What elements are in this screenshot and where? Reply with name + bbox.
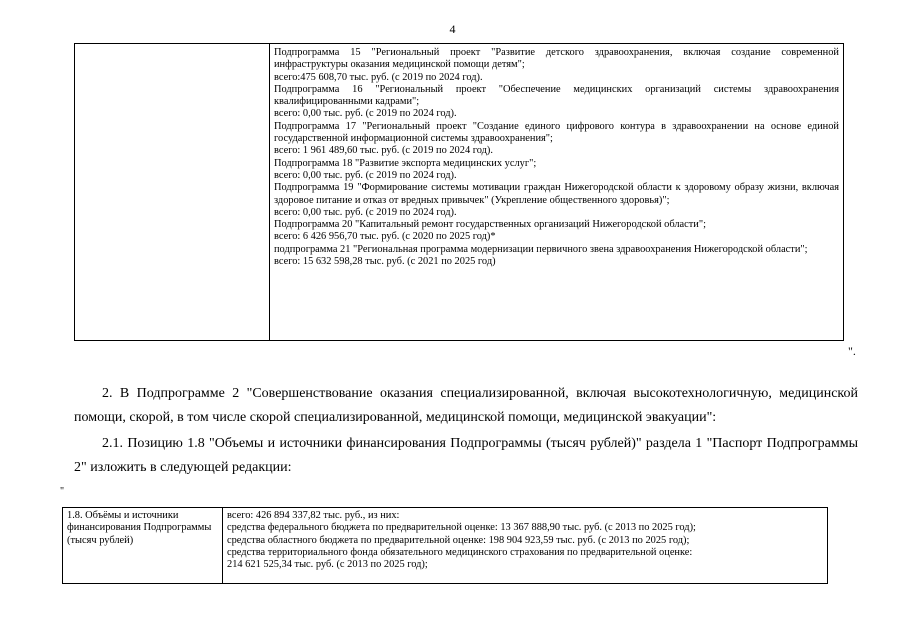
page-number: 4: [449, 22, 456, 36]
table-line: Подпрограмма 19 "Формирование системы мотивации граждан Нижегородской области к здоровому образу жизни, включая здоровое питание и отказ от вредных привычек" (Укрепление общественного здоровья)";: [274, 182, 839, 206]
table-line: Подпрограмма 17 "Региональный проект "Создание единого цифрового контура в здравоохранении на основе единой государственной информационной системы здравоохранения";: [274, 120, 839, 145]
table-line: Подпрограмма 18 "Развитие экспорта медицинских услуг";: [274, 157, 537, 169]
paragraph-subprogram-2-intro: 2. В Подпрограмме 2 "Совершенствование оказания специализированной, включая высокотехнологичную, медицинской помощи, скорой, в том числе скорой специализированной, медицинской помощи, медицинской эвакуации":: [74, 386, 858, 425]
funding-line: средства областного бюджета по предварительной оценке: 198 904 923,59 тыс. руб. (с 2013 по 2025 год);: [227, 534, 690, 546]
funding-line: средства территориального фонда обязательного медицинского страхования по предварительной оценке:: [227, 546, 693, 558]
closing-quote-mark: ".: [848, 344, 856, 358]
funding-line: средства федерального бюджета по предварительной оценке: 13 367 888,90 тыс. руб. (с 2013 по 2025 год);: [227, 522, 696, 534]
table-line: всего: 1 961 489,60 тыс. руб. (с 2019 по 2024 год).: [274, 145, 493, 157]
subprograms-table-left-cell: [75, 44, 270, 340]
funding-table-content-cell: [223, 508, 827, 583]
table-line: всего:475 608,70 тыс. руб. (с 2019 по 2024 год).: [274, 71, 483, 83]
table-line: Подпрограмма 15 "Региональный проект "Развитие детского здравоохранения, включая создание современной инфраструктуры оказания медицинской помощи детям";: [274, 47, 839, 71]
funding-line: всего: 426 894 337,82 тыс. руб., из них:: [227, 510, 400, 521]
funding-table-label-cell: 1.8. Объёмы и источники финансирования Подпрограммы (тысяч рублей): [63, 508, 223, 583]
table-line: всего: 0,00 тыс. руб. (с 2019 по 2024 год).: [274, 108, 457, 120]
table-line: всего: 15 632 598,28 тыс. руб. (с 2021 по 2025 год): [274, 256, 496, 268]
funding-line: 214 621 525,34 тыс. руб. (с 2013 по 2025 год);: [227, 559, 428, 571]
table-line: всего: 0,00 тыс. руб. (с 2019 по 2024 год).: [274, 169, 457, 181]
subprograms-table-right-cell: [270, 44, 843, 340]
table-line: всего: 0,00 тыс. руб. (с 2019 по 2024 год).: [274, 206, 457, 218]
opening-quote-mark: ": [60, 486, 65, 497]
table-line: подпрограмма 21 "Региональная программа модернизации первичного звена здравоохранения Нижегородской области";: [274, 243, 808, 255]
table-line: всего: 6 426 956,70 тыс. руб. (с 2020 по 2025 год)*: [274, 231, 496, 243]
funding-table: [62, 507, 828, 584]
table-line: Подпрограмма 16 "Региональный проект "Обеспечение медицинских организаций системы здравоохранения квалифицированными кадрами";: [274, 83, 839, 108]
subprograms-table: [74, 43, 844, 341]
table-line: Подпрограмма 20 "Капитальный ремонт государственных организаций Нижегородской области";: [274, 219, 706, 231]
paragraph-position-1-8: 2.1. Позицию 1.8 "Объемы и источники финансирования Подпрограммы (тысяч рублей)" раздела 1 "Паспорт Подпрограммы 2" изложить в следующей редакции:: [74, 436, 858, 475]
